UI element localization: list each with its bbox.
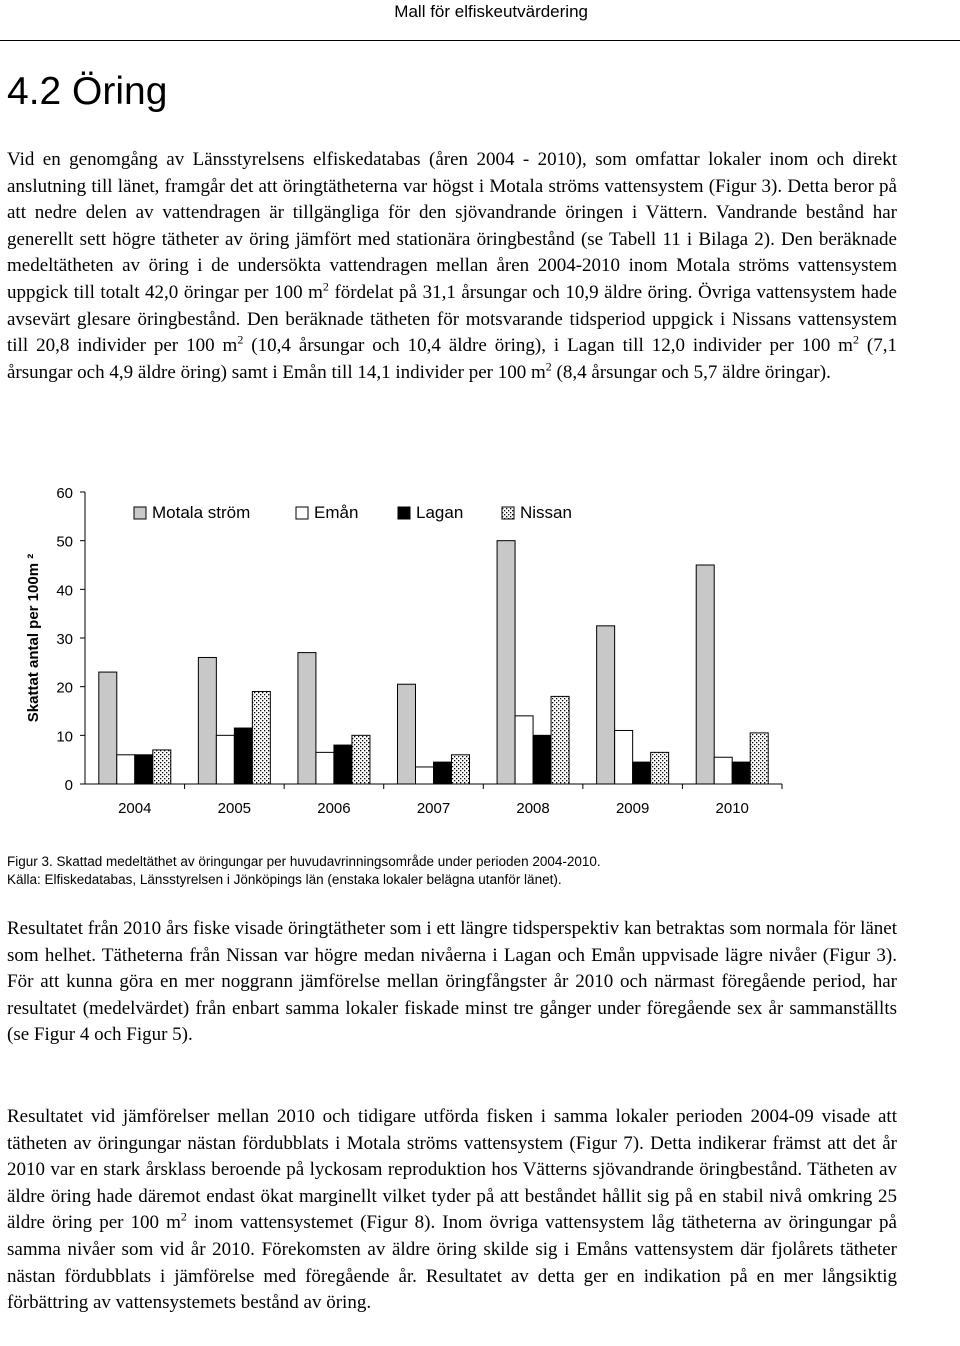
y-tick-label: 30	[56, 631, 73, 648]
p1-sup-1: 2	[322, 279, 329, 294]
legend-swatch	[502, 507, 514, 519]
y-axis-label: Skattat antal per 100m ²	[25, 553, 42, 723]
page-header	[0, 0, 960, 41]
legend-label: Lagan	[416, 503, 464, 522]
y-tick-label: 0	[64, 777, 73, 794]
bar	[633, 762, 651, 784]
bar	[99, 672, 117, 784]
x-tick-label: 2006	[317, 800, 351, 817]
p1-text-b: fördelat på 31,1 årsungar och 10,9 äldre öring. Övriga vattensystem hade avsevärt glesare öringbestånd. Den beräknade tätheten för motsvarande tidsperiod uppgick i Nissans vattensystem till 20,8 individer per 100 m	[7, 281, 897, 357]
bar	[216, 735, 234, 784]
bar	[732, 762, 750, 784]
p3-text-b: inom vattensystemet (Figur 8). Inom övriga vattensystem låg tätheterna av öringungar på samma nivåer som vid år 2010. Förekomsten av äldre öring skilde sig i Emåns vattensystem där fjolårets tätheter nästan fördubblats i jämförelse med föregående år. Resultatet av detta ger en indikation på en mer långsiktig förbättring av vattensystemets bestånd av öring.	[7, 1212, 897, 1314]
legend-swatch	[134, 507, 146, 519]
y-tick-label: 50	[56, 533, 73, 551]
bar	[316, 752, 334, 784]
bar	[252, 692, 270, 784]
bar	[452, 755, 470, 784]
bar	[597, 626, 615, 784]
bar	[533, 735, 551, 784]
legend-label: Emån	[314, 503, 359, 522]
bar	[696, 565, 714, 784]
caption-line-1: Figur 3. Skattad medeltäthet av öringungar per huvudavrinningsområde under perioden 2004-2010.	[7, 854, 601, 869]
p1-text-d: (7,1 årsungar och 4,9 äldre öring) samt i Emån till 14,1 individer per 100 m	[7, 335, 897, 383]
bar	[117, 755, 135, 784]
figure-caption	[7, 853, 601, 889]
p1-sup-3: 2	[852, 332, 859, 347]
bar	[651, 752, 669, 784]
bar	[153, 750, 171, 784]
bar	[234, 728, 252, 784]
bar	[135, 755, 153, 784]
y-tick-label: 60	[56, 485, 73, 502]
legend-label: Nissan	[520, 503, 572, 522]
p1-sup-2: 2	[237, 332, 244, 347]
x-tick-label: 2008	[516, 800, 550, 817]
x-tick-label: 2010	[715, 800, 749, 817]
paragraph-2: Resultatet från 2010 års fiske visade öringtätheter som i ett längre tidsperspektiv kan betraktas som normala för länet som helhet. Tätheterna från Nissan var högre medan nivåerna i Lagan och Emån uppvisade lägre nivåer (Figur 3). För att kunna göra en mer noggrann jämförelse mellan öringfångster år 2010 och närmast föregående period, har resultatet (medelvärdet) från enbart samma lokaler fiskade minst tre gånger under föregående sex år sammanställts (se Figur 4 och Figur 5).	[7, 918, 897, 1046]
p3-text-a: Resultatet vid jämförelser mellan 2010 och tidigare utförda fisken i samma lokaler perioden 2004-09 visade att tätheten av öringungar nästan fördubblats i Motala ströms vattensystem (Figur 7). Detta indikerar främst att det år 2010 var en stark årsklass beroende på lyckosam reproduktion hos Vätterns sjövandrande öringbestånd. Tätheten av äldre öring hade däremot endast ökat marginellt vilket tyder på att beståndet hållit sig på en stabil nivå omkring 25 äldre öring per 100 m	[7, 1106, 897, 1234]
bar	[416, 767, 434, 784]
x-tick-label: 2005	[217, 800, 252, 817]
x-tick-label: 2004	[118, 800, 152, 817]
bar	[750, 733, 768, 784]
y-tick-label: 20	[56, 679, 73, 697]
paragraph-3	[7, 1104, 897, 1317]
p1-text-e: (8,4 årsungar och 5,7 äldre öringar).	[551, 361, 831, 383]
bar	[615, 730, 633, 784]
y-tick-label: 40	[56, 582, 73, 600]
paragraph-1	[7, 147, 897, 386]
caption-line-2: Källa: Elfiskedatabas, Länsstyrelsen i Jönköpings län (enstaka lokaler belägna utanför länet).	[7, 872, 562, 887]
y-tick-label: 10	[56, 728, 73, 746]
legend-swatch	[398, 507, 410, 519]
bar	[434, 762, 452, 784]
p1-text-a: Vid en genomgång av Länsstyrelsens elfiskedatabas (åren 2004 - 2010), som omfattar lokaler inom och direkt anslutning till länet, framgår det att öringtätheterna var högst i Motala ströms vattensystem (Figur 3). Detta beror på att nedre delen av vattendragen är tillgängliga för den sjövandrande öringen i Vättern. Vandrande bestånd har generellt sett högre tätheter av öring jämfört med stationära öringbestånd (se Tabell 11 i Bilaga 2). Den beräknade medeltätheten av öring i de undersökta vattendragen mellan åren 2004-2010 inom Motala ströms vattensystem uppgick till totalt 42,0 öringar per 100 m	[7, 149, 897, 303]
bar	[515, 716, 533, 784]
p1-text-c: (10,4 årsungar och 10,4 äldre öring), i Lagan till 12,0 individer per 100 m	[243, 335, 853, 357]
p1-sup-4: 2	[545, 359, 552, 374]
bar	[398, 684, 416, 784]
header-title: Mall för elfiskeutvärdering	[394, 2, 588, 21]
x-tick-label: 2009	[615, 800, 650, 817]
bar	[714, 757, 732, 784]
bar	[334, 745, 352, 784]
bar	[298, 653, 316, 784]
bar	[198, 657, 216, 784]
density-chart	[0, 470, 960, 840]
bar	[352, 735, 370, 784]
bar	[497, 541, 515, 784]
bar	[551, 696, 569, 784]
chart-svg	[0, 470, 960, 840]
x-tick-label: 2007	[416, 800, 451, 817]
legend-swatch	[296, 507, 308, 519]
legend-label: Motala ström	[152, 503, 251, 522]
p3-sup: 2	[180, 1210, 187, 1225]
section-title: 4.2 Öring	[7, 70, 168, 113]
